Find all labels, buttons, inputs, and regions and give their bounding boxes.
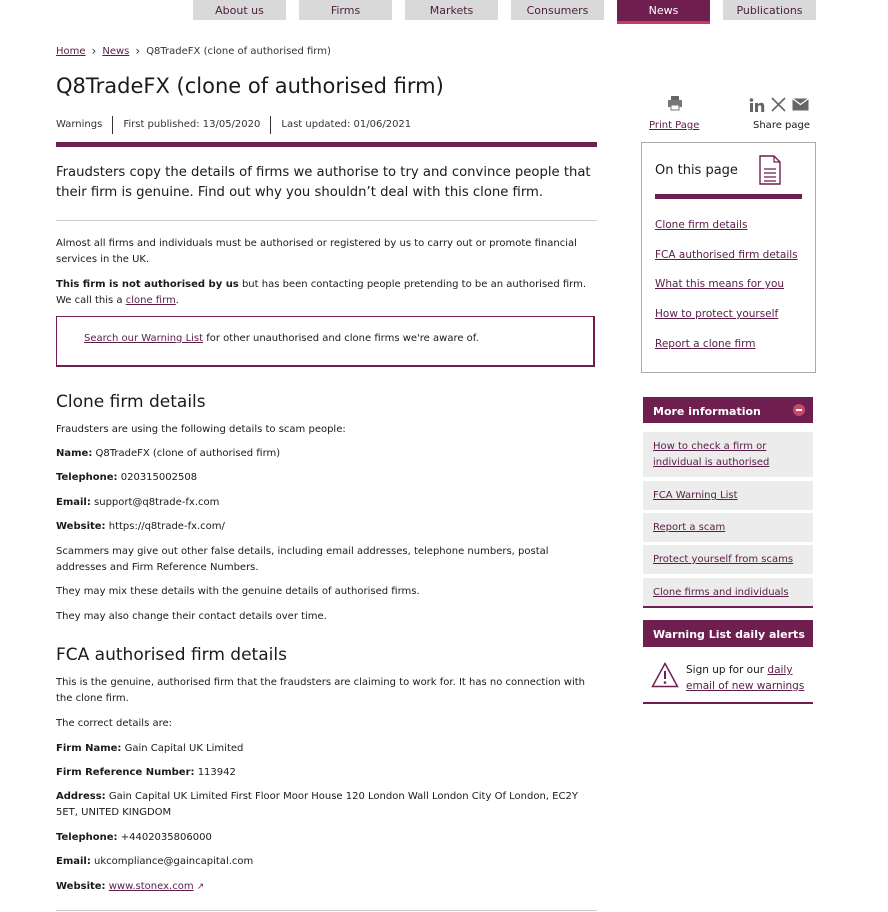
clone-email	[56, 495, 596, 511]
tab-consumers[interactable]: Consumers	[511, 0, 604, 20]
first-published: First published: 13/05/2020	[112, 116, 270, 134]
warning-alerts-text	[686, 662, 811, 694]
more-information-header[interactable]	[643, 397, 813, 423]
on-this-page-divider	[655, 194, 802, 199]
warning-alerts-box	[643, 658, 813, 704]
otp-link-what-this-means[interactable]: What this means for you	[655, 278, 785, 290]
intro-text: Fraudsters copy the details of firms we authorise to try and convince people that their firm is genuine. Find out why you shouldn’t deal with this clone firm.	[56, 165, 591, 200]
collapse-icon[interactable]	[793, 404, 805, 416]
share-icons	[749, 97, 809, 112]
field-label: Website:	[56, 521, 106, 532]
more-info-item	[643, 545, 813, 574]
fca-address	[56, 789, 596, 821]
otp-link-clone-firm-details[interactable]: Clone firm details	[655, 219, 748, 231]
intro-divider	[56, 142, 597, 147]
more-info-item	[643, 513, 813, 542]
on-this-page-title: On this page	[655, 163, 738, 178]
breadcrumb-home[interactable]: Home	[56, 45, 86, 57]
chevron-right-icon: ›	[135, 44, 141, 58]
check-firm-link[interactable]: How to check a firm or individual is authorised	[653, 441, 770, 468]
fca-website	[56, 879, 596, 895]
daily-email-link[interactable]: daily email of new warnings	[686, 664, 805, 692]
body-text: .	[175, 295, 179, 306]
report-scam-link[interactable]: Report a scam	[653, 522, 726, 533]
last-updated: Last updated: 01/06/2021	[270, 116, 421, 134]
fca-telephone	[56, 830, 596, 846]
tab-firms[interactable]: Firms	[299, 0, 392, 20]
category-label: Warnings	[56, 119, 103, 130]
warning-list-box	[56, 316, 595, 367]
warning-list-text: for other unauthorised and clone firms we're aware of.	[203, 333, 479, 344]
clone-firms-link[interactable]: Clone firms and individuals	[653, 587, 789, 598]
chevron-right-icon: ›	[91, 44, 97, 58]
protect-yourself-link[interactable]: Protect yourself from scams	[653, 554, 794, 565]
field-value: Gain Capital UK Limited	[121, 743, 244, 754]
divider	[56, 220, 597, 221]
warning-triangle-icon	[651, 662, 679, 688]
share-page-label: Share page	[753, 120, 811, 131]
clone-name	[56, 446, 596, 462]
field-value: Q8TradeFX (clone of authorised firm)	[92, 448, 281, 459]
clone-note: Scammers may give out other false details, including email addresses, telephone numbers, postal addresses and Firm Reference Numbers.	[56, 546, 549, 573]
otp-link-how-to-protect[interactable]: How to protect yourself	[655, 308, 779, 320]
more-info-item	[643, 481, 813, 510]
breadcrumb-news[interactable]: News	[102, 45, 130, 57]
warning-list-sidebar-link[interactable]: FCA Warning List	[653, 490, 738, 501]
top-nav	[193, 0, 816, 24]
not-authorised-text: This firm is not authorised by us	[56, 279, 239, 290]
warning-list-link[interactable]: Search our Warning List	[84, 333, 204, 344]
warning-alerts-header: Warning List daily alerts	[643, 620, 813, 647]
page-title: Q8TradeFX (clone of authorised firm)	[56, 74, 444, 98]
tab-news[interactable]: News	[617, 0, 710, 24]
field-value: https://q8trade-fx.com/	[105, 521, 225, 532]
document-icon	[759, 155, 781, 185]
clone-note: They may also change their contact details over time.	[56, 611, 327, 622]
field-label: Name:	[56, 448, 93, 459]
body-paragraph	[56, 277, 596, 309]
field-label: Website:	[56, 881, 106, 892]
field-label: Telephone:	[56, 832, 118, 843]
tab-markets[interactable]: Markets	[405, 0, 498, 20]
fca-correct: The correct details are:	[56, 718, 173, 729]
field-value: support@q8trade-fx.com	[90, 497, 220, 508]
tab-about-us[interactable]: About us	[193, 0, 286, 20]
fca-firm-heading: FCA authorised firm details	[56, 645, 287, 665]
linkedin-icon[interactable]	[749, 98, 765, 112]
field-value: 113942	[194, 767, 236, 778]
printer-icon[interactable]	[667, 95, 683, 111]
fca-lead: This is the genuine, authorised firm that the fraudsters are claiming to work for. It has no connection with the clone firm.	[56, 677, 585, 704]
fca-email	[56, 854, 596, 870]
breadcrumb-current: Q8TradeFX (clone of authorised firm)	[146, 45, 331, 57]
body-text: but has been contacting people pretending to be an authorised firm. We call this a	[56, 279, 587, 306]
fca-frn	[56, 765, 596, 781]
external-link-icon: ↗	[196, 882, 205, 892]
clone-telephone	[56, 470, 596, 486]
body-paragraph: Almost all firms and individuals must be authorised or registered by us to carry out or promote financial services in the UK.	[56, 238, 577, 265]
field-label: Email:	[56, 497, 91, 508]
field-label: Email:	[56, 856, 91, 867]
clone-firm-link[interactable]: clone firm	[125, 295, 176, 306]
breadcrumb	[56, 44, 331, 58]
clone-note: They may mix these details with the genuine details of authorised firms.	[56, 586, 420, 597]
field-value: Gain Capital UK Limited First Floor Moor House 120 London Wall London City Of London, EC2Y 5ET, UNITED KINGDOM	[56, 791, 578, 818]
clone-firm-heading: Clone firm details	[56, 392, 206, 412]
clone-lead: Fraudsters are using the following details to scam people:	[56, 424, 346, 435]
field-label: Address:	[56, 791, 106, 802]
tab-publications[interactable]: Publications	[723, 0, 816, 20]
otp-link-report-clone[interactable]: Report a clone firm	[655, 338, 756, 350]
page-meta	[56, 116, 421, 134]
more-info-item	[643, 432, 813, 477]
field-value: ukcompliance@gaincapital.com	[90, 856, 254, 867]
more-info-item	[643, 578, 813, 606]
field-value: +4402035806000	[117, 832, 212, 843]
divider	[56, 910, 597, 911]
x-icon[interactable]	[771, 97, 786, 112]
email-icon[interactable]	[792, 98, 809, 111]
clone-website	[56, 519, 596, 535]
field-value: 020315002508	[117, 472, 198, 483]
page-tools	[649, 95, 815, 135]
print-page-link[interactable]: Print Page	[649, 120, 700, 131]
field-label: Firm Reference Number:	[56, 767, 195, 778]
on-this-page-box	[641, 142, 816, 373]
field-label: Telephone:	[56, 472, 118, 483]
field-label: Firm Name:	[56, 743, 122, 754]
more-info-divider	[643, 606, 813, 608]
otp-link-fca-authorised-firm-details[interactable]: FCA authorised firm details	[655, 249, 798, 261]
more-information-title: More information	[653, 405, 761, 418]
stonex-link[interactable]: www.stonex.com	[108, 881, 194, 892]
fca-firm-name	[56, 741, 596, 757]
alerts-lead: Sign up for our	[686, 664, 768, 676]
